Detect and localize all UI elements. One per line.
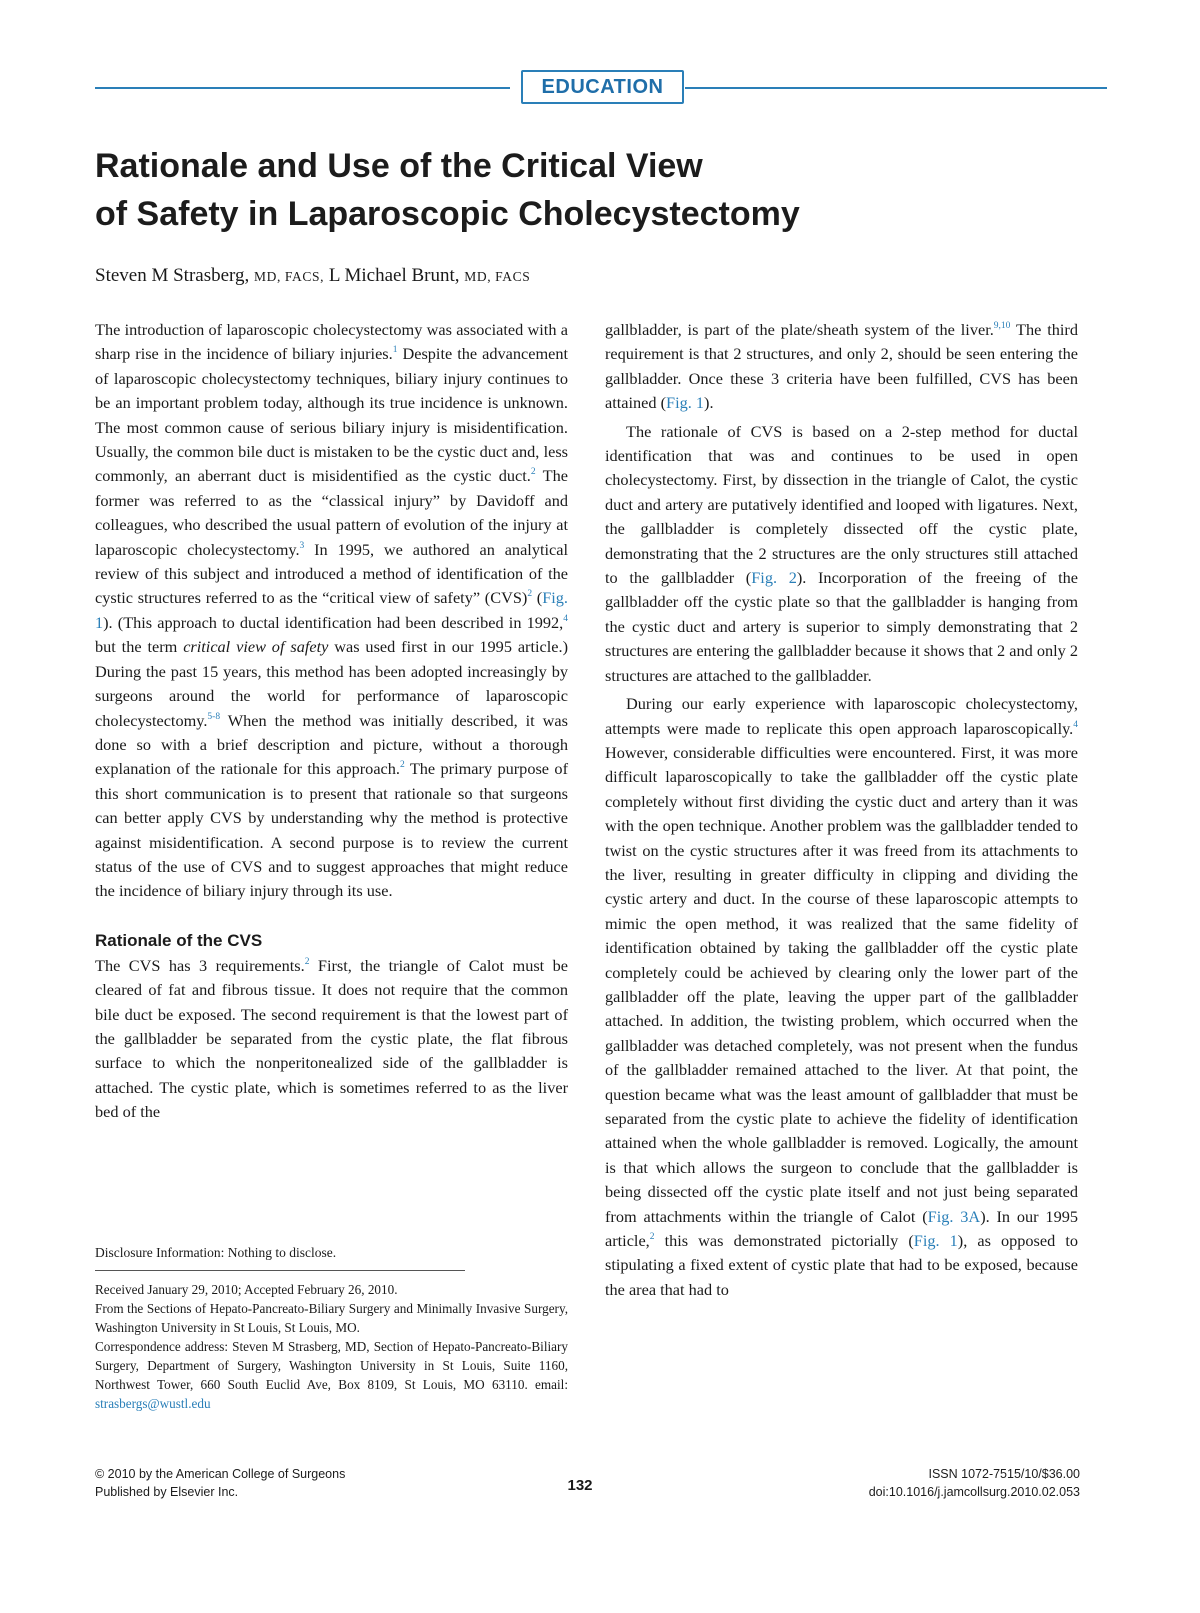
disclosure-statement: Disclosure Information: Nothing to disclose. <box>95 1245 337 1260</box>
text-run: The CVS has 3 requirements. <box>95 955 305 975</box>
citation[interactable]: 3 <box>299 540 305 551</box>
header-rule-right <box>685 87 1107 89</box>
footer-right <box>869 1465 1080 1501</box>
text-run: ). Incorporation of the freeing of the gallbladder off the cystic plate so that the gallbladder is hanging from the cystic duct and artery is superior to simply demonstrating that 2 structures are entering the gallbladder because it shows that 2 and only 2 structures are attached to the gallbladder. <box>605 568 1078 685</box>
figure-link[interactable]: Fig. 3A <box>927 1206 981 1226</box>
figure-link[interactable]: Fig. 1 <box>666 393 705 413</box>
experience-paragraph <box>605 692 1078 1302</box>
citation[interactable]: 1 <box>392 345 398 356</box>
text-run: The primary purpose of this short communication is to present that rationale so that surgeons can better apply CVS by understanding why the method is protective against misidentification. A second purpose is to review the current status of the use of CVS and to suggest approaches that might reduce the incidence of biliary injury through its use. <box>95 759 568 901</box>
section-heading: Rationale of the CVS <box>95 930 263 950</box>
text-run: ). (This approach to ductal identification had been described in 1992, <box>103 612 564 632</box>
email-link[interactable]: strasbergs@wustl.edu <box>95 1396 211 1411</box>
citation[interactable]: 4 <box>1073 719 1078 730</box>
article-footnotes <box>95 1280 568 1413</box>
text-run: ( <box>532 588 543 608</box>
citation[interactable]: 2 <box>304 956 310 967</box>
body-column-left <box>95 318 568 1125</box>
citation[interactable]: 2 <box>399 760 405 771</box>
text-run: gallbladder, is part of the plate/sheath system of the liver. <box>605 320 994 339</box>
figure-link[interactable]: Fig. 2 <box>751 568 797 588</box>
citation[interactable]: 2 <box>649 1232 655 1243</box>
correspondence-note <box>95 1337 568 1413</box>
received-dates: Received January 29, 2010; Accepted February 26, 2010. <box>95 1282 398 1297</box>
author-2-credentials: MD, FACS <box>464 269 531 284</box>
page-number: 132 <box>567 1477 593 1494</box>
text-run: Despite the advancement of laparoscopic cholecystectomy techniques, biliary injury continues to be an important problem today, although its true incidence is unknown. The most common cause of serious biliary injury is misidentification. Usually, the common bile duct is mistaken to be the cystic duct and, less commonly, an aberrant duct is misidentified as the cystic duct. <box>95 344 568 486</box>
text-run: ), as opposed to stipulating a fixed extent of cystic plate that had to be exposed, because the area that had to <box>605 1231 1078 1299</box>
text-run: During our early experience with laparoscopic cholecystectomy, attempts were made to replicate this open approach laparoscopically. <box>605 694 1078 738</box>
disclosure-block <box>95 1243 568 1280</box>
title-line-2: of Safety in Laparoscopic Cholecystectomy <box>95 195 800 233</box>
citation[interactable]: 9,10 <box>993 321 1011 331</box>
text-run: First, the triangle of Calot must be cleared of fat and fibrous tissue. It does not require that the common bile duct be exposed. The second requirement is that the lowest part of the gallbladder be separated from the cystic plate, the flat fibrous surface to which the nonperitonealized side of the gallbladder is attached. The cystic plate, which is sometimes referred to as the liver bed of the <box>95 955 569 1122</box>
text-run: this was demonstrated pictorially ( <box>654 1231 914 1251</box>
copyright-line: © 2010 by the American College of Surgeons <box>95 1467 346 1481</box>
footnote-divider <box>95 1270 465 1271</box>
text-run: was used first in our 1995 article.) During the past 15 years, this method has been adopted increasingly by surgeons around the world for performance of laparoscopic cholecystectomy. <box>95 637 568 730</box>
article-title <box>95 142 1095 238</box>
title-line-1: Rationale and Use of the Critical View <box>95 147 703 185</box>
figure-link[interactable]: Fig. 1 <box>913 1231 958 1251</box>
text-run: The third requirement is that 2 structures, and only 2, should be seen entering the gallbladder. Once these 3 criteria have been fulfilled, CVS has been attained ( <box>605 320 1078 413</box>
author-2-name: L Michael Brunt, <box>328 265 460 286</box>
section-tag: EDUCATION <box>521 70 684 104</box>
text-run: The rationale of CVS is based on a 2-step method for ductal identification that was and continues to be used in open cholecystectomy. First, by dissection in the triangle of Calot, the cystic duct and artery are putatively identified and looped with ligatures. Next, the gallbladder is completely dissected off the cystic plate, demonstrating that the 2 structures are the only structures still attached to the gallbladder ( <box>605 421 1078 588</box>
text-run: In 1995, we authored an analytical review of this subject and introduced a method of identification of the cystic structures referred to as the “critical view of safety” (CVS) <box>95 539 568 608</box>
rationale-paragraph <box>95 954 568 1125</box>
text-run: However, considerable difficulties were encountered. First, it was more difficult laparoscopically to take the gallbladder off the cystic plate completely without first dividing the cystic duct and artery than it was with the open technique. Another problem was the gallbladder tended to twist on the cystic structures after it was freed from its attachments to the liver, resulting in greater difficulty in clipping and dividing the cystic artery and duct. In the course of these laparoscopic attempts to mimic the open method, it was realized that the same fidelity of identification obtained by taking the gallbladder off the cystic plate completely could be achieved by clearing only the lower part of the gallbladder off the plate, leaving the upper part of the gallbladder attached. In addition, the twisting problem, which occurred when the gallbladder was detached completely, was not present when the fundus of the gallbladder remained attached to the liver. At that point, the question became what was the least amount of gallbladder that must be separated from the cystic plate to achieve the fidelity of identification attained when the whole gallbladder is removed. Logically, the amount is that which allows the surgeon to conclude that the gallbladder is being dissected off the cystic plate itself and not just being separated from attachments within the triangle of Calot ( <box>605 742 1078 1226</box>
figure-link[interactable]: Fig. 1 <box>95 588 568 632</box>
header-rule-left <box>95 87 510 89</box>
text-run: ). In our 1995 article, <box>605 1206 1078 1251</box>
text-run: but the term <box>95 637 184 657</box>
emphasis-term: critical view of safety <box>183 637 329 657</box>
text-run: The former was referred to as the “classical injury” by Davidoff and colleagues, who described the usual pattern of evolution of the injury at laparoscopic cholecystectomy. <box>95 466 568 559</box>
text-run: Correspondence address: Steven M Strasberg, MD, Section of Hepato-Pancreato-Biliary Surgery, Department of Surgery, Washington University in St Louis, Suite 1160, Northwest Tower, 660 South Euclid Ave, Box 8109, St Louis, MO 63110. email: <box>95 1339 568 1392</box>
two-step-paragraph <box>605 420 1078 688</box>
citation[interactable]: 4 <box>563 613 568 624</box>
citation[interactable]: 2 <box>527 589 533 600</box>
citation[interactable]: 2 <box>530 467 536 478</box>
intro-paragraph <box>95 318 568 904</box>
doi-line[interactable]: doi:10.1016/j.jamcollsurg.2010.02.053 <box>868 1485 1080 1499</box>
text-run: When the method was initially described, it was done so with a brief description and picture, without a thorough explanation of the rationale for this approach. <box>95 710 568 779</box>
text-run: The introduction of laparoscopic cholecystectomy was associated with a sharp rise in the incidence of biliary injuries. <box>95 320 568 364</box>
author-1-credentials: MD, FACS, <box>254 269 325 284</box>
author-line <box>95 263 530 290</box>
footer-left <box>95 1465 345 1501</box>
continued-paragraph <box>605 318 1078 416</box>
affiliation-note: From the Sections of Hepato-Pancreato-Biliary Surgery and Minimally Invasive Surgery, Washington University in St Louis, St Louis, MO. <box>95 1301 568 1335</box>
issn-line: ISSN 1072-7515/10/$36.00 <box>928 1467 1080 1481</box>
citation[interactable]: 5-8 <box>207 711 221 722</box>
body-column-right <box>605 318 1078 1302</box>
publisher-line: Published by Elsevier Inc. <box>95 1485 239 1499</box>
author-1-name: Steven M Strasberg, <box>95 265 250 286</box>
text-run: ). <box>704 393 714 413</box>
